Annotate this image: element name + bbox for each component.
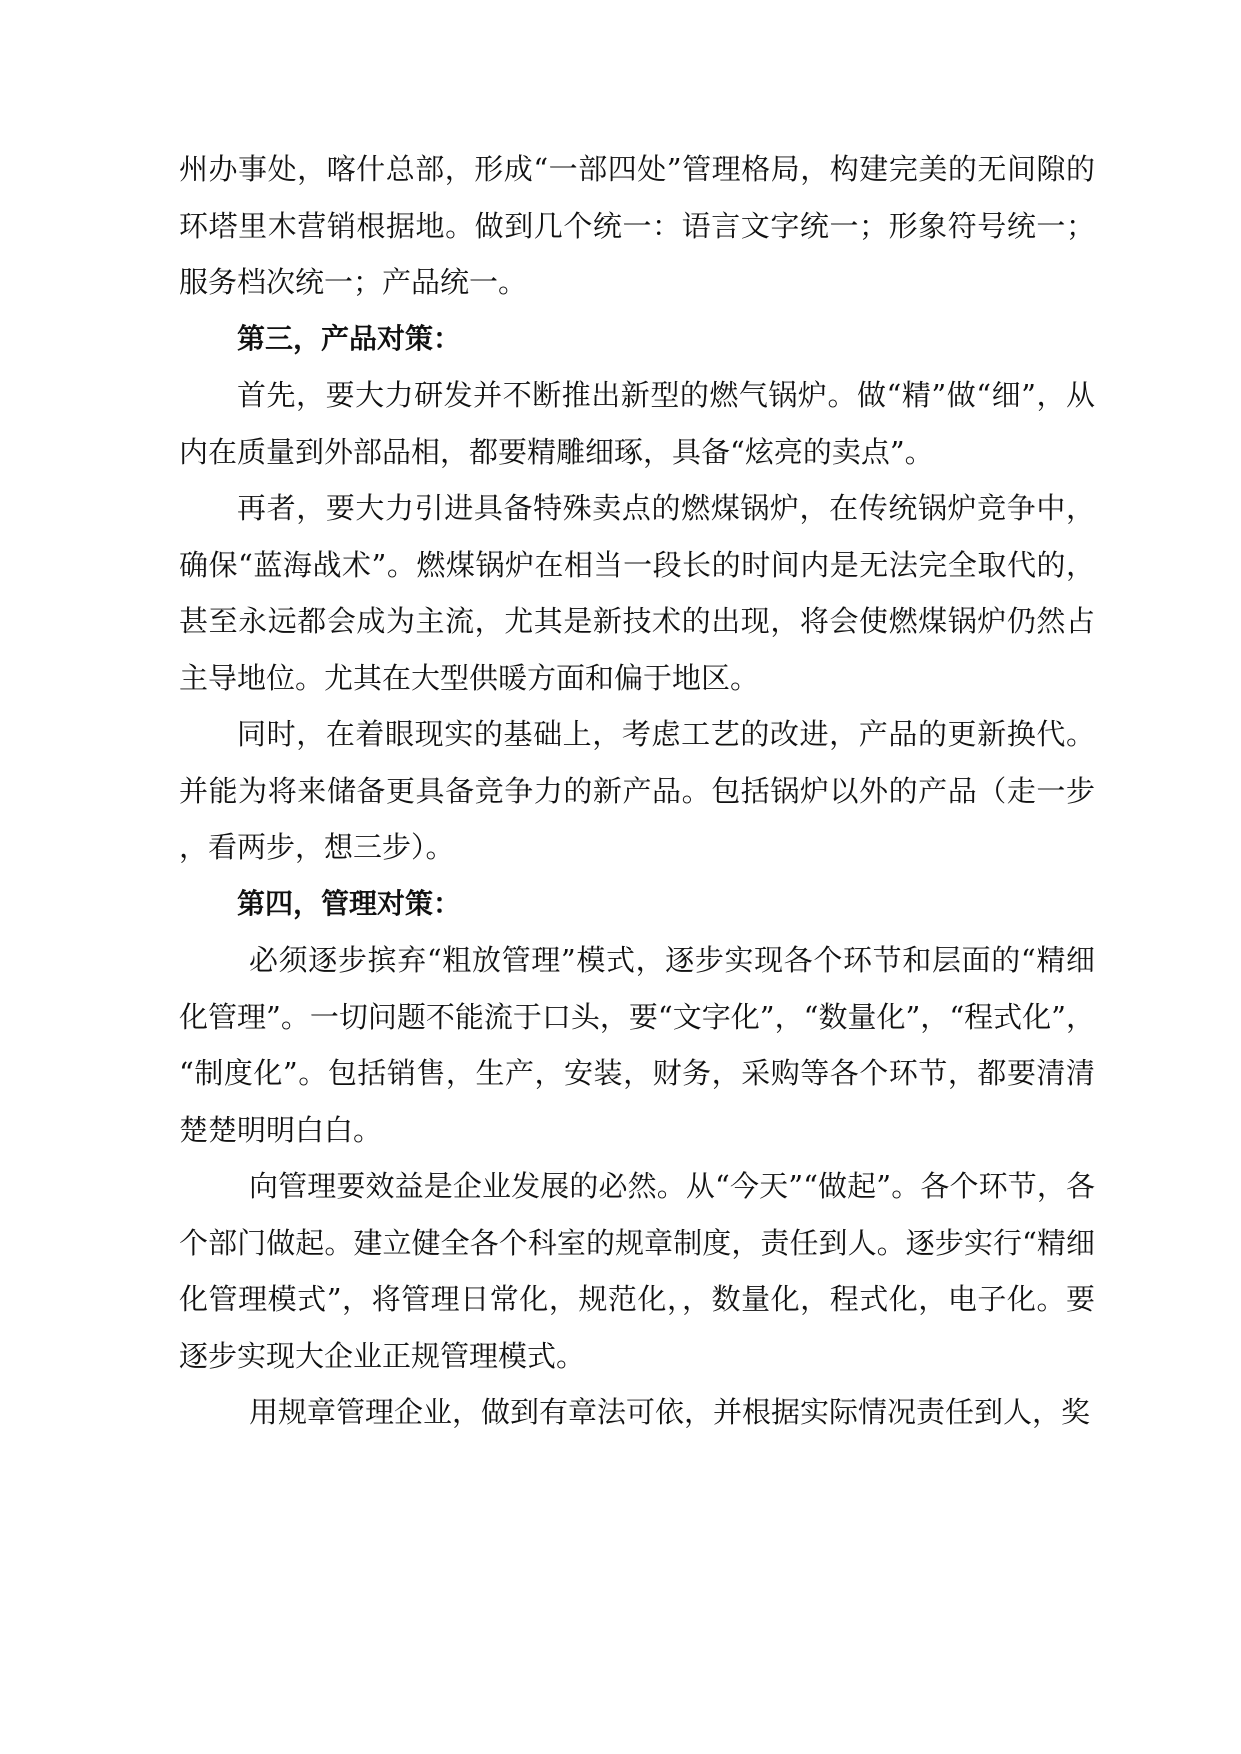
paragraph: 州办事处，喀什总部，形成“一部四处”管理格局，构建完美的无间隙的环塔里木营销根据地。做到几个统一：语言文字统一；形象符号统一；服务档次统一；产品统一。 — [179, 152, 1095, 299]
section-heading: 第三，产品对策： — [237, 321, 462, 355]
paragraph: 必须逐步摈弃“粗放管理”模式，逐步实现各个环节和层面的“精细化管理”。一切问题不能流于口头，要“文字化”，“数量化”，“程式化”，“制度化”。包括销售，生产，安装，财务，采购等各个环节，都要清清楚楚明明白白。 — [179, 943, 1095, 1147]
paragraph: 用规章管理企业，做到有章法可依，并根据实际情况责任到人，奖 — [249, 1395, 1091, 1429]
paragraph: 再者，要大力引进具备特殊卖点的燃煤锅炉，在传统锅炉竞争中，确保“蓝海战术”。燃煤锅炉在相当一段长的时间内是无法完全取代的，甚至永远都会成为主流，尤其是新技术的出现，将会使燃煤锅炉仍然占主导地位。尤其在大型供暖方面和偏于地区。 — [179, 491, 1095, 695]
section-heading: 第四，管理对策： — [237, 886, 462, 920]
document-body — [179, 141, 1095, 1441]
paragraph: 首先，要大力研发并不断推出新型的燃气锅炉。做“精”做“细”，从内在质量到外部品相，都要精雕细琢，具备“炫亮的卖点”。 — [179, 378, 1095, 469]
paragraph: 向管理要效益是企业发展的必然。从“今天”“做起”。各个环节，各个部门做起。建立健全各个科室的规章制度，责任到人。逐步实行“精细化管理模式”，将管理日常化，规范化，，数量化，程式化，电子化。要逐步实现大企业正规管理模式。 — [179, 1169, 1095, 1373]
paragraph: 同时，在着眼现实的基础上，考虑工艺的改进，产品的更新换代。并能为将来储备更具备竞争力的新产品。包括锅炉以外的产品（走一步，看两步，想三步）。 — [179, 717, 1095, 864]
